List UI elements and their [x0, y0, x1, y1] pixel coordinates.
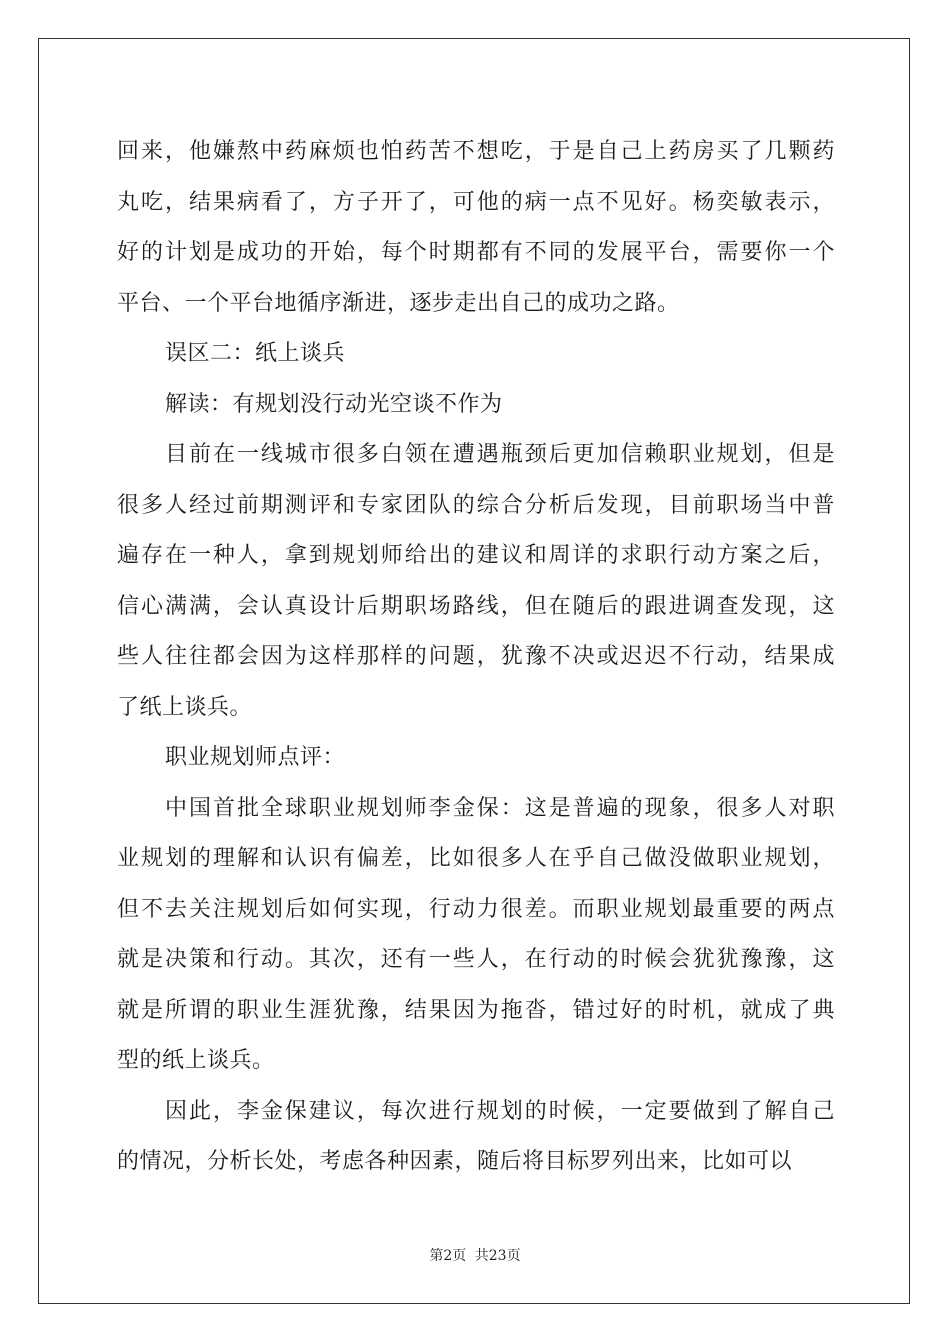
text-line: 业规划的理解和认识有偏差，比如很多人在乎自己做没做职业规划， — [117, 846, 835, 871]
text-line: 目前在一线城市很多白领在遭遇瓶颈后更加信赖职业规划，但是 — [165, 442, 835, 467]
paragraph — [117, 1087, 835, 1188]
paragraph — [117, 380, 835, 431]
text-line: 就是决策和行动。其次，还有一些人，在行动的时候会犹犹豫豫，这 — [117, 947, 835, 972]
page-footer — [0, 1245, 950, 1265]
text-line: 解读：有规划没行动光空谈不作为 — [165, 391, 503, 417]
paragraph — [117, 733, 835, 784]
paragraph — [117, 329, 835, 380]
paragraph — [117, 127, 835, 329]
text-line: 但不去关注规划后如何实现，行动力很差。而职业规划最重要的两点 — [117, 896, 835, 922]
text-line: 职业规划师点评： — [165, 745, 346, 770]
text-line: 了纸上谈兵。 — [117, 694, 253, 720]
text-line: 就是所谓的职业生涯犹豫，结果因为拖沓，错过好的时机，就成了典 — [117, 997, 835, 1023]
text-line: 的情况，分析长处，考虑各种因素，随后将目标罗列出来，比如可以 — [117, 1149, 793, 1174]
page-total: 共23页 — [474, 1248, 521, 1264]
paragraph — [117, 784, 835, 1087]
text-line: 很多人经过前期测评和专家团队的综合分析后发现，目前职场当中普 — [117, 492, 835, 518]
text-line: 误区二：纸上谈兵 — [165, 341, 346, 366]
text-line: 平台、一个平台地循序渐进，逐步走出自己的成功之路。 — [117, 290, 680, 316]
text-line: 信心满满，会认真设计后期职场路线，但在随后的跟进调查发现，这 — [117, 593, 835, 619]
text-line: 好的计划是成功的开始，每个时期都有不同的发展平台，需要你一个 — [117, 240, 835, 265]
paragraph — [117, 430, 835, 733]
text-line: 回来，他嫌熬中药麻烦也怕药苦不想吃，于是自己上药房买了几颗药 — [117, 139, 835, 164]
text-line: 遍存在一种人，拿到规划师给出的建议和周详的求职行动方案之后， — [117, 543, 835, 568]
text-line: 丸吃，结果病看了，方子开了，可他的病一点不见好。杨奕敏表示， — [117, 189, 835, 215]
document-body — [117, 127, 835, 1188]
text-line: 型的纸上谈兵。 — [117, 1048, 275, 1073]
page-number: 第2页 — [429, 1248, 467, 1264]
text-line: 些人往往都会因为这样那样的问题，犹豫不决或迟迟不行动，结果成 — [117, 644, 835, 669]
text-line: 中国首批全球职业规划师李金保：这是普遍的现象，很多人对职 — [165, 795, 835, 821]
text-line: 因此，李金保建议，每次进行规划的时候，一定要做到了解自己 — [165, 1098, 835, 1124]
